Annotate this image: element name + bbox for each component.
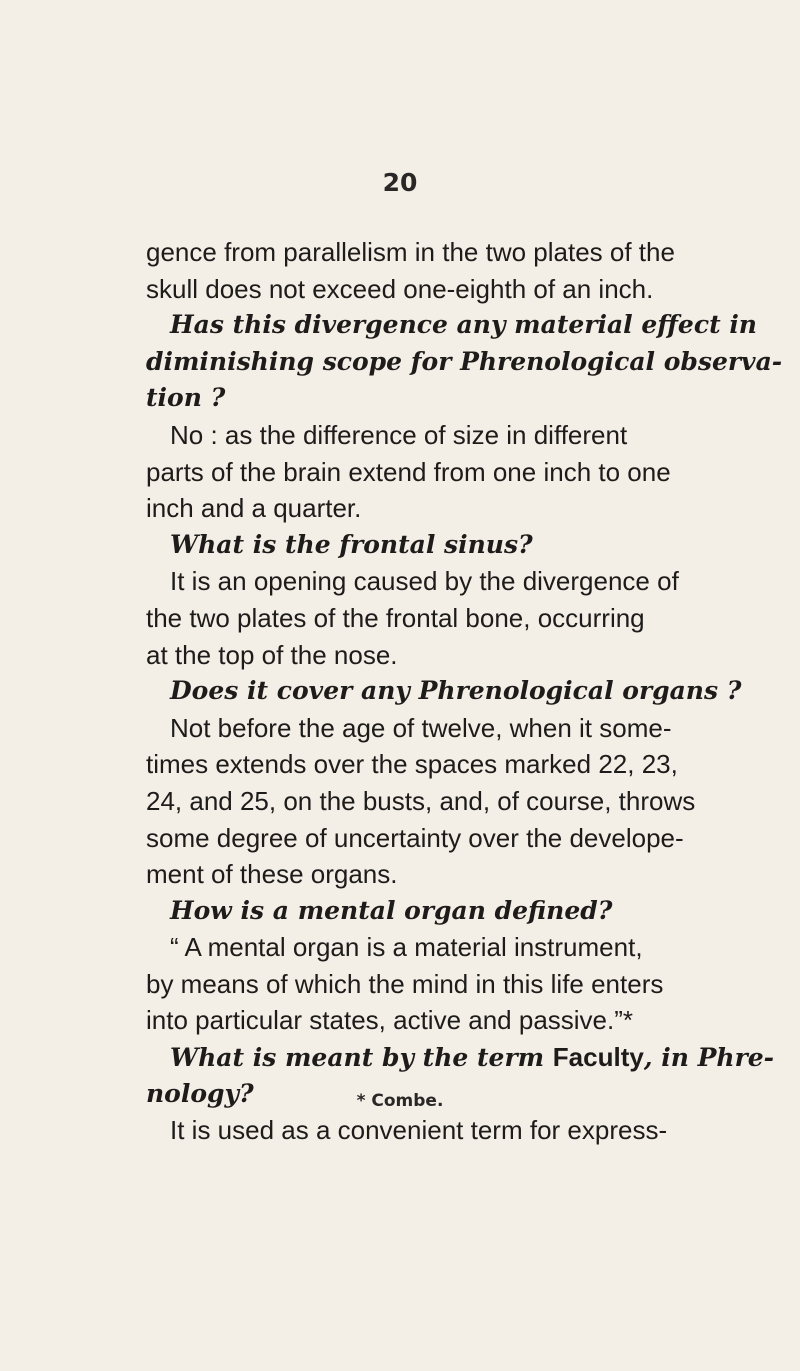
text-line: parts of the brain extend from one inch to one [146,456,671,487]
footnote: * Combe. [356,1091,444,1111]
question-line: Does it cover any Phrenological organs ? [170,676,742,706]
quote-line: by means of which the mind in this life enters [146,968,664,999]
text-line: at the top of the nose. [146,639,398,670]
quote-line: “ A mental organ is a material instrument, [170,932,643,963]
text-line: It is used as a convenient term for express- [170,1115,668,1146]
question-line: Has this divergence any material effect in [170,310,757,340]
question-line: tion ? [146,383,226,413]
text-line: 24, and 25, on the busts, and, of course, throws [146,785,696,816]
text-line: Not before the age of twelve, when it some- [170,712,672,743]
text-line: the two plates of the frontal bone, occurring [146,602,645,633]
text-line: It is an opening caused by the divergence of [170,566,679,597]
text-line: some degree of uncertainty over the develope- [146,822,684,853]
text-line: inch and a quarter. [146,493,362,524]
quote-line: into particular states, active and passive.”* [146,1005,634,1036]
question-fragment: What is meant by the term [170,1043,553,1073]
faculty-term: Faculty [552,1042,644,1073]
text-line: ment of these organs. [146,859,398,890]
text-line: skull does not exceed one-eighth of an inch. [146,273,654,304]
text-line: No : as the difference of size in different [170,419,628,450]
page-number: 20 [382,168,418,197]
body-text [146,234,783,1149]
question-line: diminishing scope for Phrenological observa- [146,346,783,376]
text-line: times extends over the spaces marked 22, 23, [146,749,678,780]
text-line: gence from parallelism in the two plates of the [146,237,675,267]
question-line: How is a mental organ defined? [170,895,613,925]
question-fragment: , in Phre- [643,1043,775,1073]
question-line [170,1039,775,1076]
question-line: nology? [146,1078,254,1108]
question-line: What is the frontal sinus? [170,529,533,559]
